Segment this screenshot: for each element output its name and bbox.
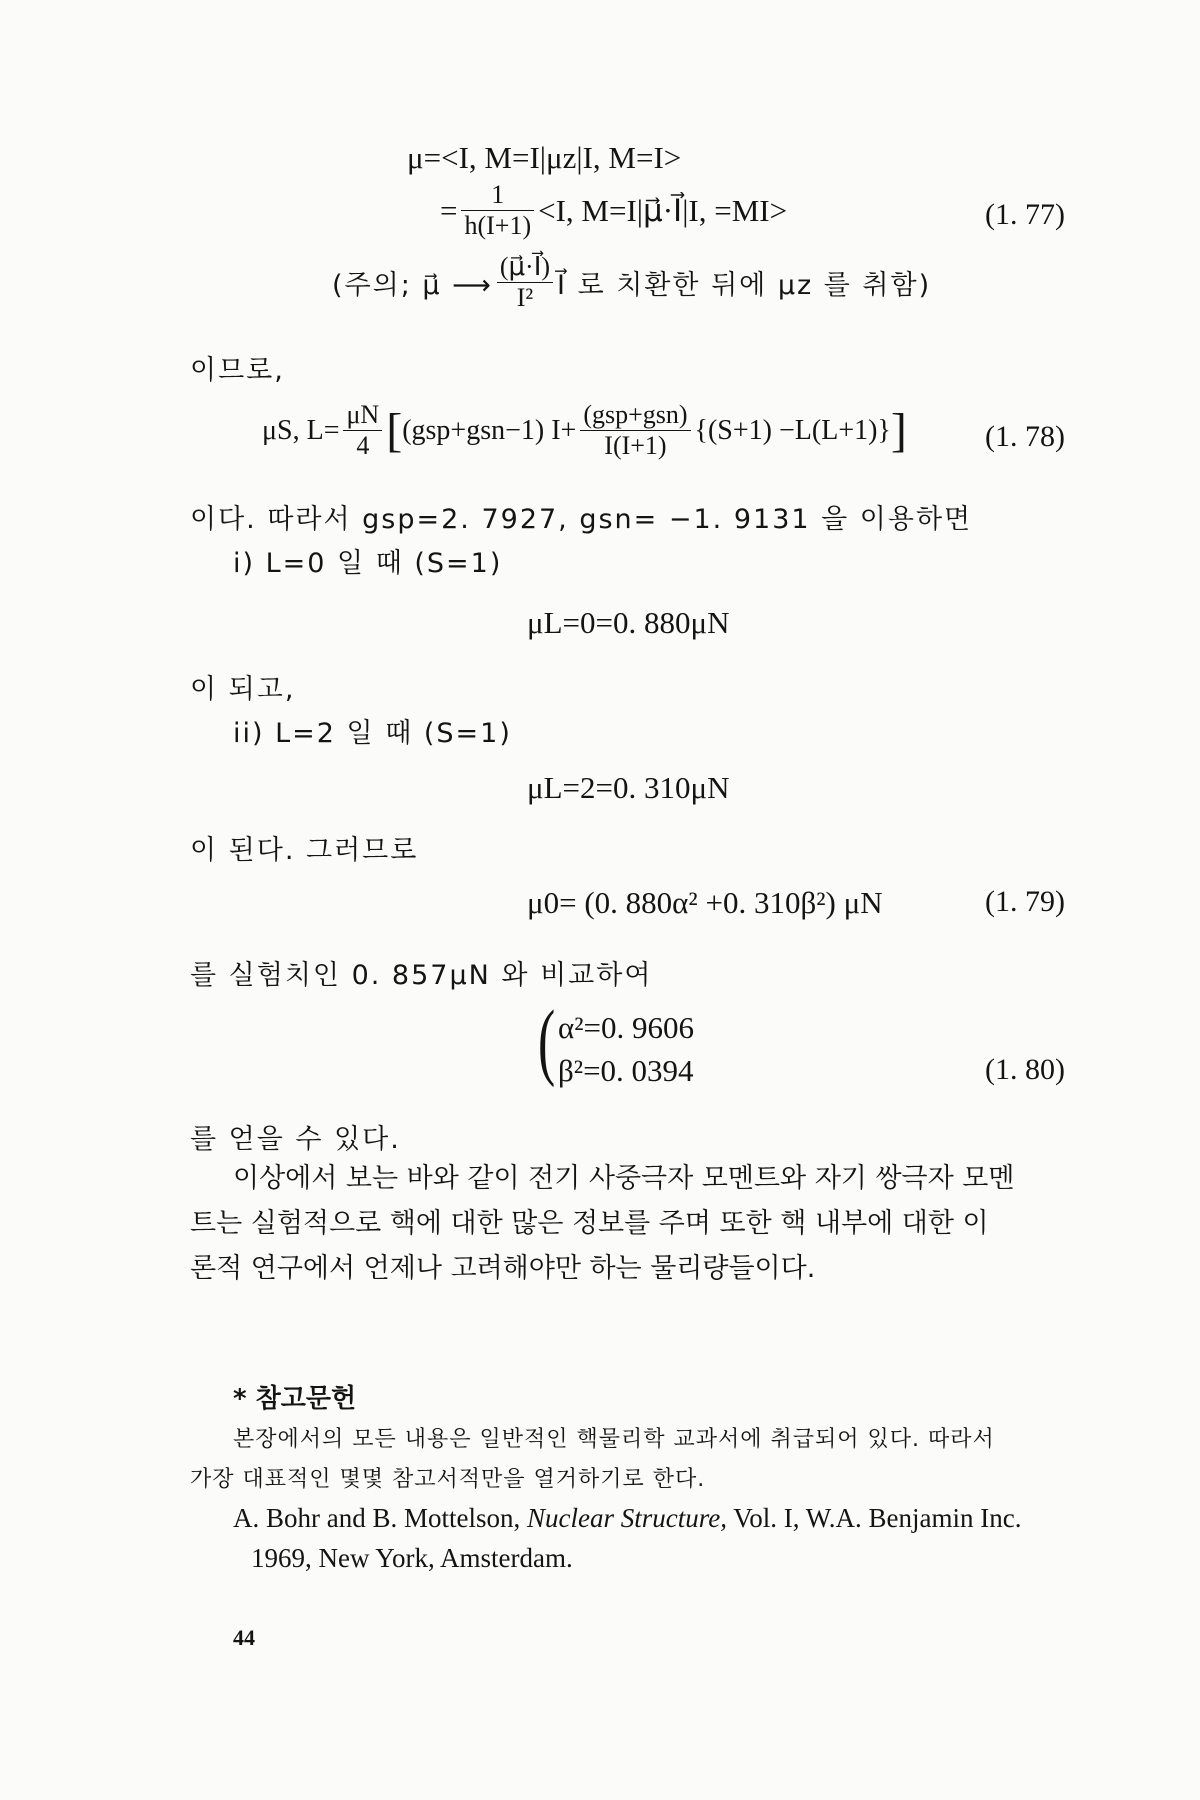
eq178-frac2-numerator: (gsp+gsn) <box>580 400 690 431</box>
eq178-mid: (gsp+gsn−1) I+ <box>402 414 577 446</box>
eq180-brace: ( <box>538 992 556 1088</box>
eq178-frac2-denominator: I(I+1) <box>604 431 667 460</box>
paragraph-line1: 이상에서 보는 바와 같이 전기 사중극자 모멘트와 자기 쌍극자 모멘 <box>233 1163 1015 1194</box>
text-case1: i) L=0 일 때 (S=1) <box>233 548 503 579</box>
eq177-frac-denominator: h(I+1) <box>464 211 532 240</box>
eq179-number: (1. 79) <box>985 885 1065 918</box>
eq177-number: (1. 77) <box>985 198 1065 231</box>
note-frac-denominator: I² <box>516 283 534 312</box>
eq178-fraction2 <box>580 400 690 461</box>
eq180-number: (1. 80) <box>985 1053 1065 1086</box>
eq178 <box>262 400 907 461</box>
text-case2: ii) L=2 일 때 (S=1) <box>233 718 512 749</box>
eq178-open-bracket: [ <box>386 404 403 457</box>
eq180-beta: β²=0. 0394 <box>558 1053 694 1088</box>
note-rest: I⃗ 로 치환한 뒤에 μz 를 취함) <box>557 270 932 301</box>
eq177-fraction <box>461 180 534 241</box>
reference-1 <box>233 1503 1021 1534</box>
text-ida-line: 이다. 따라서 gsp=2. 7927, gsn= −1. 9131 을 이용하면 <box>190 504 973 535</box>
eq177-frac-numerator: 1 <box>461 180 534 211</box>
eq178-tail: {(S+1) −L(L+1)} <box>694 414 891 446</box>
eq177-line2-rest: <I, M=I|μ⃗·I⃗|I, =MI> <box>538 192 788 228</box>
eq178-close-bracket: ] <box>890 404 907 457</box>
reference-1-line2: 1969, New York, Amsterdam. <box>251 1543 573 1573</box>
eq178-lhs: μS, L= <box>262 414 340 446</box>
text-i-doego: 이 되고, <box>190 674 296 705</box>
note-frac-numerator: (μ⃗·I⃗) <box>497 252 553 283</box>
eq-mu-L0: μL=0=0. 880μN <box>527 605 730 640</box>
eq177-equals: = <box>440 192 458 228</box>
paragraph-line3: 론적 연구에서 언제나 고려해야만 하는 물리량들이다. <box>190 1253 816 1284</box>
note-fraction <box>497 252 553 313</box>
text-imeuro: 이므로, <box>190 355 285 386</box>
reference-1-rest: Vol. I, W.A. Benjamin Inc. <box>726 1503 1022 1533</box>
reference-1-authors: A. Bohr and B. Mottelson, <box>233 1503 527 1533</box>
eq179: μ0= (0. 880α² +0. 310β²) μN <box>527 885 883 920</box>
eq178-frac1-numerator: μN <box>343 400 382 431</box>
eq180-alpha: α²=0. 9606 <box>558 1010 695 1045</box>
text-obtain: 를 얻을 수 있다. <box>190 1124 401 1155</box>
references-intro-line1: 본장에서의 모든 내용은 일반적인 핵물리학 교과서에 취급되어 있다. 따라서 <box>233 1427 995 1452</box>
eq178-frac1-denominator: 4 <box>356 431 370 460</box>
note-line <box>332 252 931 313</box>
eq177-line1: μ=<I, M=I|μz|I, M=I> <box>407 140 682 175</box>
note-open: (주의; μ⃗ ⟶ <box>332 270 493 301</box>
page-number: 44 <box>233 1625 255 1650</box>
text-i-doenda: 이 된다. 그러므로 <box>190 835 419 866</box>
text-compare: 를 실험치인 0. 857μN 와 비교하여 <box>190 960 653 991</box>
eq177-line2 <box>440 180 787 241</box>
reference-1-title: Nuclear Structure, <box>527 1503 727 1533</box>
eq178-fraction1 <box>343 400 382 461</box>
paragraph-line2: 트는 실험적으로 핵에 대한 많은 정보를 주며 또한 핵 내부에 대한 이 <box>190 1208 989 1239</box>
eq-mu-L2: μL=2=0. 310μN <box>527 770 730 805</box>
eq178-number: (1. 78) <box>985 420 1065 453</box>
references-title: * 참고문헌 <box>233 1384 357 1414</box>
references-intro-line2: 가장 대표적인 몇몇 참고서적만을 열거하기로 한다. <box>190 1467 706 1492</box>
